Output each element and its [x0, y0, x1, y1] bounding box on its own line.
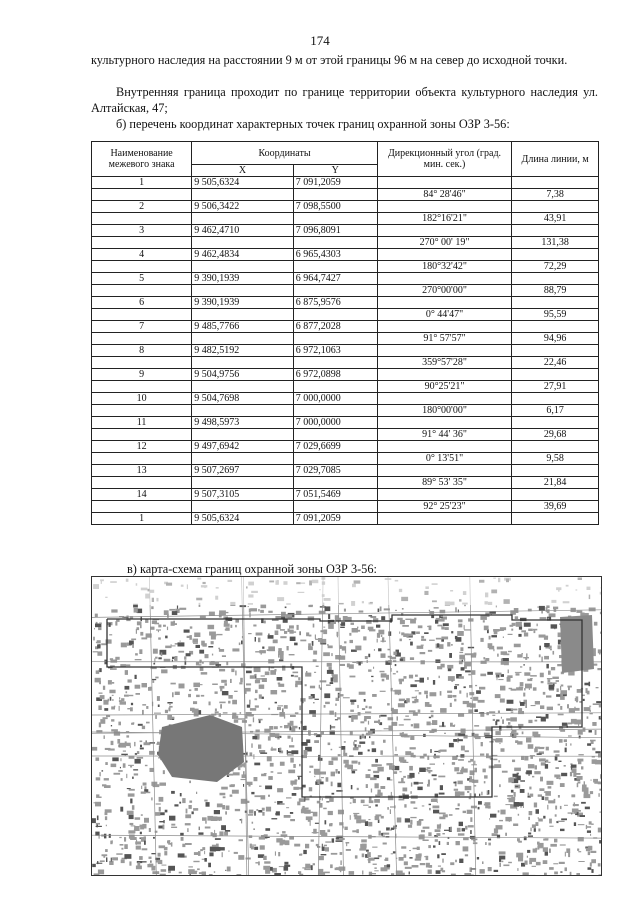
empty-cell — [192, 381, 294, 393]
segment-direction: 92° 25'23" — [377, 501, 511, 513]
empty-cell — [293, 189, 377, 201]
paragraph-inner-boundary: Внутренняя граница проходит по границе территории объекта культурного наследия ул. Алтайская, 47; — [91, 85, 598, 115]
point-x: 9 482,5192 — [192, 345, 294, 357]
empty-cell — [293, 429, 377, 441]
point-y: 7 029,7085 — [293, 465, 377, 477]
point-name: 5 — [92, 273, 192, 285]
coordinates-body — [92, 177, 599, 525]
point-name: 1 — [92, 513, 192, 525]
empty-cell — [192, 189, 294, 201]
segment-length: 131,38 — [512, 237, 599, 249]
point-x: 9 498,5973 — [192, 417, 294, 429]
empty-cell — [512, 465, 599, 477]
segment-length: 29,68 — [512, 429, 599, 441]
segment-row — [92, 309, 599, 321]
empty-cell — [293, 261, 377, 273]
point-name: 9 — [92, 369, 192, 381]
segment-length: 21,84 — [512, 477, 599, 489]
point-x: 9 506,3422 — [192, 201, 294, 213]
segment-length: 39,69 — [512, 501, 599, 513]
empty-cell — [377, 225, 511, 237]
header-length: Длина линии, м — [512, 142, 599, 177]
point-name: 6 — [92, 297, 192, 309]
point-name: 12 — [92, 441, 192, 453]
point-y: 6 965,4303 — [293, 249, 377, 261]
empty-cell — [377, 321, 511, 333]
empty-cell — [377, 513, 511, 525]
empty-cell — [293, 405, 377, 417]
segment-row — [92, 429, 599, 441]
empty-cell — [192, 333, 294, 345]
point-row — [92, 345, 599, 357]
point-row — [92, 225, 599, 237]
point-row — [92, 177, 599, 189]
point-y: 7 091,2059 — [293, 513, 377, 525]
segment-row — [92, 453, 599, 465]
segment-length: 72,29 — [512, 261, 599, 273]
empty-cell — [512, 513, 599, 525]
header-name: Наименование межевого знака — [92, 142, 192, 177]
segment-direction: 359°57'28" — [377, 357, 511, 369]
empty-cell — [92, 261, 192, 273]
point-x: 9 505,6324 — [192, 513, 294, 525]
segment-direction: 180°32'42" — [377, 261, 511, 273]
empty-cell — [192, 405, 294, 417]
point-row — [92, 321, 599, 333]
empty-cell — [293, 237, 377, 249]
empty-cell — [192, 285, 294, 297]
empty-cell — [512, 321, 599, 333]
point-y: 7 091,2059 — [293, 177, 377, 189]
point-x: 9 505,6324 — [192, 177, 294, 189]
point-y: 6 875,9576 — [293, 297, 377, 309]
empty-cell — [377, 489, 511, 501]
header-coords: Координаты — [192, 142, 378, 165]
segment-row — [92, 285, 599, 297]
segment-row — [92, 213, 599, 225]
empty-cell — [192, 453, 294, 465]
point-x: 9 390,1939 — [192, 297, 294, 309]
empty-cell — [92, 381, 192, 393]
empty-cell — [512, 441, 599, 453]
segment-direction: 270°00'00" — [377, 285, 511, 297]
empty-cell — [92, 213, 192, 225]
point-row — [92, 513, 599, 525]
empty-cell — [512, 297, 599, 309]
point-x: 9 485,7766 — [192, 321, 294, 333]
empty-cell — [293, 333, 377, 345]
coordinates-table — [91, 141, 599, 525]
segment-direction: 90°25'21" — [377, 381, 511, 393]
segment-direction: 270° 00' 19" — [377, 237, 511, 249]
empty-cell — [377, 201, 511, 213]
empty-cell — [192, 261, 294, 273]
empty-cell — [92, 405, 192, 417]
point-row — [92, 249, 599, 261]
segment-row — [92, 501, 599, 513]
empty-cell — [377, 177, 511, 189]
empty-cell — [92, 453, 192, 465]
point-x: 9 462,4710 — [192, 225, 294, 237]
empty-cell — [92, 477, 192, 489]
empty-cell — [293, 285, 377, 297]
point-name: 11 — [92, 417, 192, 429]
point-y: 7 096,8091 — [293, 225, 377, 237]
empty-cell — [293, 453, 377, 465]
paragraph-list-intro: б) перечень координат характерных точек границ охранной зоны ОЗР 3-56: — [116, 117, 510, 131]
segment-direction: 84° 28'46" — [377, 189, 511, 201]
empty-cell — [293, 501, 377, 513]
point-row — [92, 273, 599, 285]
point-row — [92, 201, 599, 213]
empty-cell — [192, 477, 294, 489]
empty-cell — [512, 489, 599, 501]
empty-cell — [377, 345, 511, 357]
point-y: 6 972,0898 — [293, 369, 377, 381]
empty-cell — [377, 369, 511, 381]
map-dense-block-left — [158, 715, 244, 782]
point-y: 7 000,0000 — [293, 417, 377, 429]
empty-cell — [377, 417, 511, 429]
empty-cell — [92, 309, 192, 321]
point-x: 9 504,9756 — [192, 369, 294, 381]
header-x: X — [192, 165, 294, 177]
empty-cell — [293, 357, 377, 369]
point-name: 2 — [92, 201, 192, 213]
empty-cell — [92, 429, 192, 441]
map-top-white-strip — [92, 577, 601, 605]
segment-direction: 89° 53' 35" — [377, 477, 511, 489]
segment-length: 95,59 — [512, 309, 599, 321]
empty-cell — [192, 357, 294, 369]
point-x: 9 497,6942 — [192, 441, 294, 453]
empty-cell — [92, 501, 192, 513]
empty-cell — [192, 429, 294, 441]
empty-cell — [512, 345, 599, 357]
empty-cell — [377, 393, 511, 405]
segment-direction: 180°00'00" — [377, 405, 511, 417]
point-row — [92, 297, 599, 309]
boundary-map — [91, 576, 602, 876]
segment-direction: 0° 44'47" — [377, 309, 511, 321]
segment-length: 88,79 — [512, 285, 599, 297]
empty-cell — [293, 309, 377, 321]
point-y: 7 051,5469 — [293, 489, 377, 501]
empty-cell — [192, 309, 294, 321]
point-row — [92, 465, 599, 477]
empty-cell — [512, 249, 599, 261]
point-y: 6 964,7427 — [293, 273, 377, 285]
empty-cell — [92, 285, 192, 297]
point-name: 7 — [92, 321, 192, 333]
header-direction: Дирекционный угол (град. мин. сек.) — [377, 142, 511, 177]
empty-cell — [377, 441, 511, 453]
point-row — [92, 489, 599, 501]
header-y: Y — [293, 165, 377, 177]
empty-cell — [377, 249, 511, 261]
point-row — [92, 369, 599, 381]
point-y: 6 877,2028 — [293, 321, 377, 333]
segment-row — [92, 477, 599, 489]
point-row — [92, 393, 599, 405]
empty-cell — [293, 213, 377, 225]
map-dense-block-right — [560, 615, 594, 673]
point-name: 4 — [92, 249, 192, 261]
empty-cell — [377, 273, 511, 285]
point-y: 7 000,0000 — [293, 393, 377, 405]
page-number: 174 — [310, 33, 330, 48]
empty-cell — [293, 477, 377, 489]
empty-cell — [192, 237, 294, 249]
segment-direction: 91° 44' 36" — [377, 429, 511, 441]
map-caption: в) карта-схема границ охранной зоны ОЗР 3-56: — [127, 562, 377, 576]
segment-row — [92, 381, 599, 393]
empty-cell — [92, 189, 192, 201]
segment-length: 6,17 — [512, 405, 599, 417]
point-row — [92, 441, 599, 453]
segment-length: 27,91 — [512, 381, 599, 393]
empty-cell — [92, 357, 192, 369]
empty-cell — [512, 273, 599, 285]
segment-row — [92, 189, 599, 201]
empty-cell — [92, 237, 192, 249]
empty-cell — [512, 417, 599, 429]
point-x: 9 507,3105 — [192, 489, 294, 501]
segment-row — [92, 261, 599, 273]
point-x: 9 390,1939 — [192, 273, 294, 285]
segment-length: 43,91 — [512, 213, 599, 225]
point-name: 14 — [92, 489, 192, 501]
segment-length: 22,46 — [512, 357, 599, 369]
segment-row — [92, 333, 599, 345]
segment-row — [92, 405, 599, 417]
segment-direction: 182°16'21" — [377, 213, 511, 225]
segment-length: 94,96 — [512, 333, 599, 345]
point-name: 10 — [92, 393, 192, 405]
empty-cell — [512, 177, 599, 189]
map-scheme-image — [92, 577, 601, 875]
paragraph-continuation: культурного наследия на расстоянии 9 м от этой границы 96 м на север до исходной точки. — [91, 53, 568, 67]
empty-cell — [377, 297, 511, 309]
empty-cell — [377, 465, 511, 477]
empty-cell — [512, 201, 599, 213]
point-y: 6 972,1063 — [293, 345, 377, 357]
segment-direction: 0° 13'51" — [377, 453, 511, 465]
empty-cell — [192, 213, 294, 225]
empty-cell — [293, 381, 377, 393]
segment-direction: 91° 57'57" — [377, 333, 511, 345]
empty-cell — [512, 225, 599, 237]
segment-row — [92, 237, 599, 249]
point-row — [92, 417, 599, 429]
point-x: 9 462,4834 — [192, 249, 294, 261]
empty-cell — [192, 501, 294, 513]
point-y: 7 098,5500 — [293, 201, 377, 213]
point-name: 8 — [92, 345, 192, 357]
point-x: 9 507,2697 — [192, 465, 294, 477]
segment-row — [92, 357, 599, 369]
point-x: 9 504,7698 — [192, 393, 294, 405]
point-name: 3 — [92, 225, 192, 237]
empty-cell — [512, 369, 599, 381]
empty-cell — [92, 333, 192, 345]
segment-length: 7,38 — [512, 189, 599, 201]
point-y: 7 029,6699 — [293, 441, 377, 453]
point-name: 1 — [92, 177, 192, 189]
segment-length: 9,58 — [512, 453, 599, 465]
point-name: 13 — [92, 465, 192, 477]
empty-cell — [512, 393, 599, 405]
